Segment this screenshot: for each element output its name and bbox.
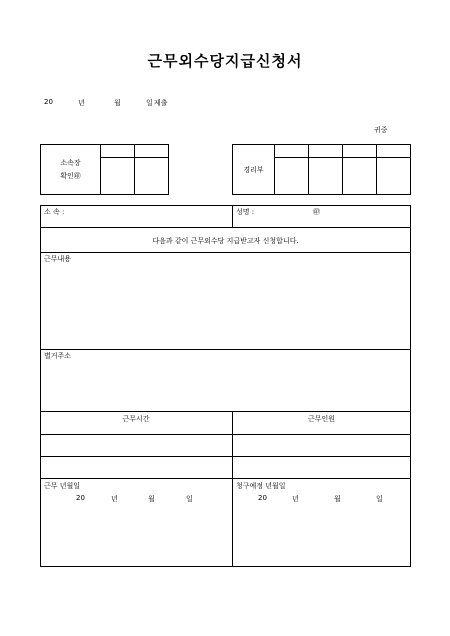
dept-head-approval-table [40, 144, 169, 195]
approval-cell[interactable] [377, 158, 411, 195]
approval-cell[interactable] [135, 145, 169, 158]
work-personnel-field[interactable] [233, 435, 410, 455]
row-divider [40, 252, 411, 253]
work-personnel-field[interactable] [233, 457, 410, 477]
approval-cell[interactable] [275, 145, 309, 158]
dept-head-label: 소속장 [60, 159, 81, 167]
dept-label: 소 속 : [44, 208, 65, 216]
separate-address-field[interactable] [42, 361, 408, 409]
claim-date-label: 청구예정 년월일 [236, 482, 286, 490]
submit-year-prefix: 20 [44, 98, 53, 106]
approval-cell[interactable] [101, 145, 135, 158]
work-date-month-label: 월 [148, 495, 155, 503]
claim-date-year-prefix: 20 [258, 494, 267, 502]
row-divider [40, 478, 411, 479]
claim-date-day-label: 일 [376, 495, 383, 503]
name-label: 성명 : [236, 208, 255, 216]
seal-mark: ㊞ [313, 208, 320, 216]
approval-cell[interactable] [135, 158, 169, 195]
separate-address-label: 별거주소 [44, 352, 72, 360]
submit-day-label: 일 [146, 99, 153, 107]
work-content-field[interactable] [42, 264, 408, 346]
recipient-label: 귀중 [374, 126, 388, 134]
claim-date-year-label: 년 [292, 495, 299, 503]
row-divider [40, 411, 411, 412]
approval-cell[interactable] [343, 158, 377, 195]
approval-cell[interactable] [309, 145, 343, 158]
row-divider [40, 227, 411, 228]
accounting-approval-table [232, 144, 411, 195]
work-time-field[interactable] [41, 435, 231, 455]
work-time-header: 근무시간 [122, 415, 150, 423]
submit-year-label: 년 [78, 99, 85, 107]
work-date-day-label: 일 [186, 495, 193, 503]
submit-label: 제출 [154, 99, 168, 107]
work-time-field[interactable] [41, 457, 231, 477]
document-title: 근무외수당지급신청서 [147, 52, 303, 70]
approval-cell[interactable] [343, 145, 377, 158]
work-date-year-label: 년 [111, 495, 118, 503]
approval-cell[interactable] [275, 158, 309, 195]
request-statement: 다음과 같이 근무외수당 지급받고자 신청합니다. [152, 237, 299, 245]
column-divider [232, 205, 233, 227]
approval-cell[interactable] [101, 158, 135, 195]
claim-date-month-label: 월 [334, 495, 341, 503]
row-divider [40, 349, 411, 350]
submit-month-label: 월 [114, 99, 121, 107]
work-personnel-header: 근무인원 [307, 415, 336, 423]
accounting-label: 경리부 [233, 145, 275, 195]
approval-cell[interactable] [309, 158, 343, 195]
work-date-year-prefix: 20 [76, 494, 85, 502]
dept-head-confirm-label: 확인㊞ [60, 172, 81, 180]
work-content-label: 근무내용 [44, 255, 72, 263]
work-date-label: 근무 년월일 [44, 482, 81, 490]
dept-head-label-cell [41, 145, 101, 195]
approval-cell[interactable] [377, 145, 411, 158]
